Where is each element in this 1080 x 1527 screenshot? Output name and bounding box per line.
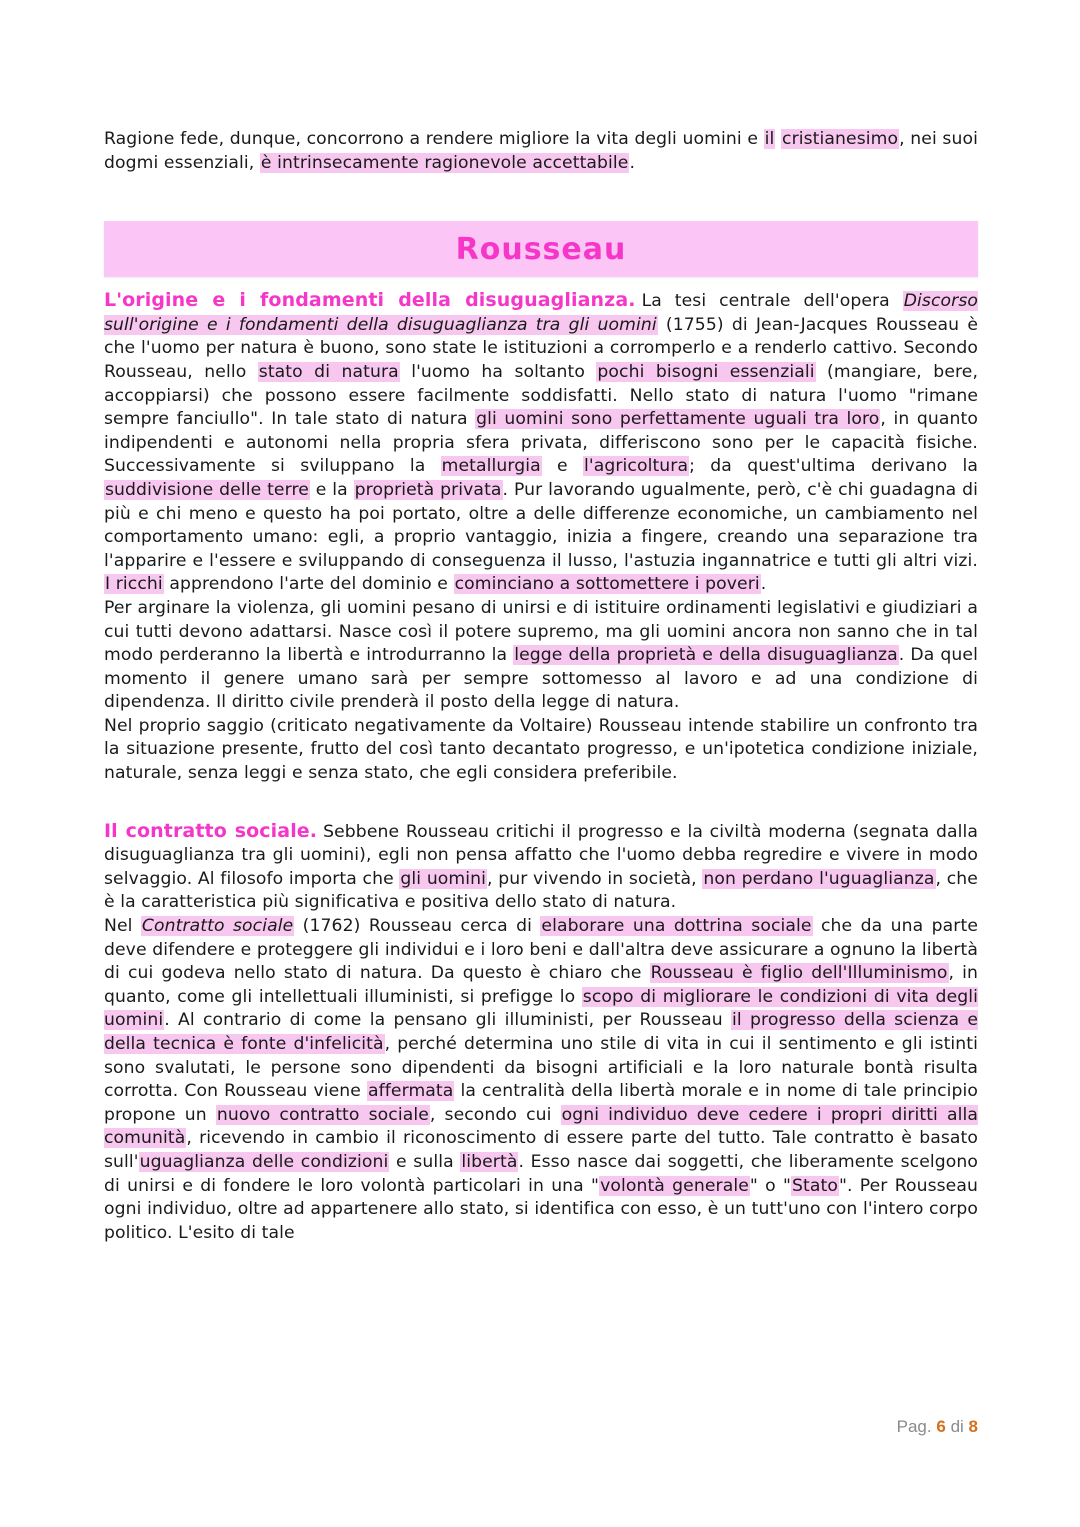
text-segment: (mangiare, bere, accoppiarsi) che possono essere facilmente soddisfatti. Nello stato di natura l'uomo "rimane sempre fanciullo". In tale stato di natura xyxy=(104,361,979,430)
highlighted-text: Stato xyxy=(792,1175,838,1196)
text-segment: Ragione fede, dunque, concorrono a rendere migliore la vita degli uomini e xyxy=(104,129,764,149)
text-segment: . xyxy=(760,574,767,595)
highlighted-text: libertà xyxy=(461,1151,518,1172)
document-page xyxy=(104,128,978,1245)
highlighted-text: cristianesimo xyxy=(782,129,899,149)
text-segment: e la xyxy=(309,479,354,500)
text-segment: (1762) Rousseau cerca di xyxy=(294,916,541,937)
text-segment: Nel proprio saggio (criticato negativamente da Voltaire) Rousseau intende stabilire un confronto tra la situazione presente, frutto del così tanto decantato progresso, e un'ipotetica condizione iniziale, naturale, senza leggi e senza stato, che egli considera preferibile. xyxy=(104,715,978,784)
highlighted-text: ogni individuo deve cedere i propri diritti alla comunità xyxy=(104,1104,979,1149)
highlighted-text: Rousseau è figlio dell'Illuminismo xyxy=(650,963,948,984)
page-prefix: Pag. xyxy=(896,1417,932,1436)
text-segment: . xyxy=(629,152,636,173)
highlighted-text: cominciano a sottomettere i poveri xyxy=(454,574,760,595)
highlighted-text: elaborare una dottrina sociale xyxy=(541,916,812,937)
inequality-paragraph xyxy=(104,289,978,597)
highlighted-text: legge della proprietà e della disuguaglianza xyxy=(514,645,898,666)
highlighted-text: scopo di migliorare le condizioni di vita degli uomini xyxy=(104,986,979,1031)
page-current: 6 xyxy=(936,1417,946,1436)
text-segment: l'uomo ha soltanto xyxy=(399,361,597,382)
highlighted-text: pochi bisogni essenziali xyxy=(597,361,815,382)
inequality-paragraph xyxy=(104,597,978,715)
text-segment: , che è la caratteristica più significativa e positiva dello stato di natura. xyxy=(104,868,978,913)
inequality-heading: L'origine e i fondamenti della disuguaglianza. xyxy=(104,289,636,312)
text-segment: , secondo cui xyxy=(429,1104,561,1125)
page-sep: di xyxy=(950,1417,964,1436)
text-segment: Nel xyxy=(104,916,141,937)
social-contract-heading: Il contratto sociale. xyxy=(104,819,318,842)
text-segment: e sulla xyxy=(389,1151,461,1172)
section-social-contract xyxy=(104,820,978,1246)
highlighted-text: I ricchi xyxy=(105,574,163,595)
text-segment: , in quanto, come gli intellettuali illuministi, si prefigge lo xyxy=(104,963,979,1007)
text-segment: la centralità della libertà morale e in nome di tale principio propone un xyxy=(104,1081,978,1125)
text-segment: ; da quest'ultima derivano la xyxy=(689,456,978,477)
social-contract-paragraph xyxy=(104,915,978,1245)
text-segment: . Esso nasce dai soggetti, che liberamente scelgono di unirsi e di fondere le loro volontà particolari in una " xyxy=(104,1151,978,1196)
text-segment: . Al contrario di come la pensano gli illuministi, per Rousseau xyxy=(164,1010,732,1031)
text-segment: , nei suoi dogmi essenziali, xyxy=(104,129,978,173)
text-segment: ". Per Rousseau ogni individuo, oltre ad appartenere allo stato, si identifica con esso, è un tutt'uno con l'intero corpo politico. L'esito di tale xyxy=(104,1175,978,1243)
highlighted-text: Contratto sociale xyxy=(141,916,294,937)
highlighted-text: proprietà privata xyxy=(354,479,502,500)
text-segment: " o " xyxy=(749,1175,791,1196)
section-title: Rousseau xyxy=(455,231,627,267)
text-segment: La tesi centrale dell'opera xyxy=(641,291,903,312)
highlighted-text: nuovo contratto sociale xyxy=(216,1104,429,1125)
text-segment: . Pur lavorando ugualmente, però, c'è chi guadagna di più e chi meno e questo ha poi portato, oltre a delle differenze economiche, un cambiamento nel comportamento umano: egli, a proprio vantaggio, inizia a fingere, creando una separazione tra l'apparire e l'essere e sviluppando di conseguenza il lusso, l'astuzia ingannatrice e tutti gli altri vizi. xyxy=(104,479,978,571)
text-segment: (1755) di Jean-Jacques Rousseau è che l'uomo per natura è buono, sono state le istituzioni a corromperlo e a renderlo cattivo. Secondo Rousseau, nello xyxy=(104,314,978,382)
highlighted-text: gli uomini xyxy=(400,868,487,889)
highlighted-text: gli uomini sono perfettamente uguali tra loro xyxy=(476,409,880,430)
page-number xyxy=(897,1417,978,1437)
text-segment: e xyxy=(541,456,584,477)
inequality-paragraph-body xyxy=(104,291,978,594)
text-segment: , perché determina uno stile di vita in cui il sentimento e gli istinti sono svalutati, le persone sono dipendenti da bisogni artificiali e la loro naturale bontà risulta corrotta. Con Rousseau viene xyxy=(104,1034,978,1102)
highlighted-text: l'agricoltura xyxy=(584,456,689,477)
intro-paragraph xyxy=(104,128,978,175)
text-segment: , ricevendo in cambio il riconoscimento di essere parte del tutto. Tale contratto è basato sull' xyxy=(104,1128,978,1172)
highlighted-text: suddivisione delle terre xyxy=(105,479,309,500)
highlighted-text: non perdano l'uguaglianza xyxy=(703,868,935,889)
text-segment: . Da quel momento il genere umano sarà per sempre sottomesso al lavoro e ad una condizione di dipendenza. Il diritto civile prenderà il posto della legge di natura. xyxy=(104,645,978,713)
highlighted-text: è intrinsecamente ragionevole accettabile xyxy=(260,152,629,173)
inequality-paragraph xyxy=(104,715,978,786)
social-contract-paragraph xyxy=(104,820,978,915)
text-segment: apprendono l'arte del dominio e xyxy=(163,574,454,595)
highlighted-text: affermata xyxy=(367,1081,454,1102)
highlighted-text: volontà generale xyxy=(600,1175,749,1196)
highlighted-text: il xyxy=(764,129,775,149)
section-title-banner xyxy=(104,221,978,277)
text-segment: , in quanto indipendenti e autonomi nella propria sfera privata, differiscono sono per le capacità fisiche. Successivamente si sviluppano la xyxy=(104,409,978,477)
page-total: 8 xyxy=(968,1417,978,1436)
highlighted-text: Discorso sull'origine e i fondamenti della disuguaglianza tra gli uomini xyxy=(104,291,978,335)
section-inequality xyxy=(104,289,978,785)
highlighted-text: il progresso della scienza e della tecnica è fonte d'infelicità xyxy=(104,1010,978,1054)
text-segment: , pur vivendo in società, xyxy=(487,868,703,889)
highlighted-text: uguaglianza delle condizioni xyxy=(139,1151,389,1172)
text-segment: Sebbene Rousseau critichi il progresso e la civiltà moderna (segnata dalla disuguaglianza tra gli uomini), egli non pensa affatto che l'uomo debba regredire e vivere in modo selvaggio. Al filosofo importa che xyxy=(104,821,978,889)
text-segment: che da una parte deve difendere e proteggere gli individui e i loro beni e dall'altra deve assicurare a ognuno la libertà di cui godeva nello stato di natura. Da questo è chiaro che xyxy=(104,916,978,984)
highlighted-text: stato di natura xyxy=(258,361,399,382)
text-segment: Per arginare la violenza, gli uomini pesano di unirsi e di istituire ordinamenti legislativi e giudiziari a cui tutti devono adattarsi. Nasce così il potere supremo, ma gli uomini ancora non sanno che in tal modo perderanno la libertà e introdurranno la xyxy=(104,597,978,666)
highlighted-text: metallurgia xyxy=(441,456,541,477)
